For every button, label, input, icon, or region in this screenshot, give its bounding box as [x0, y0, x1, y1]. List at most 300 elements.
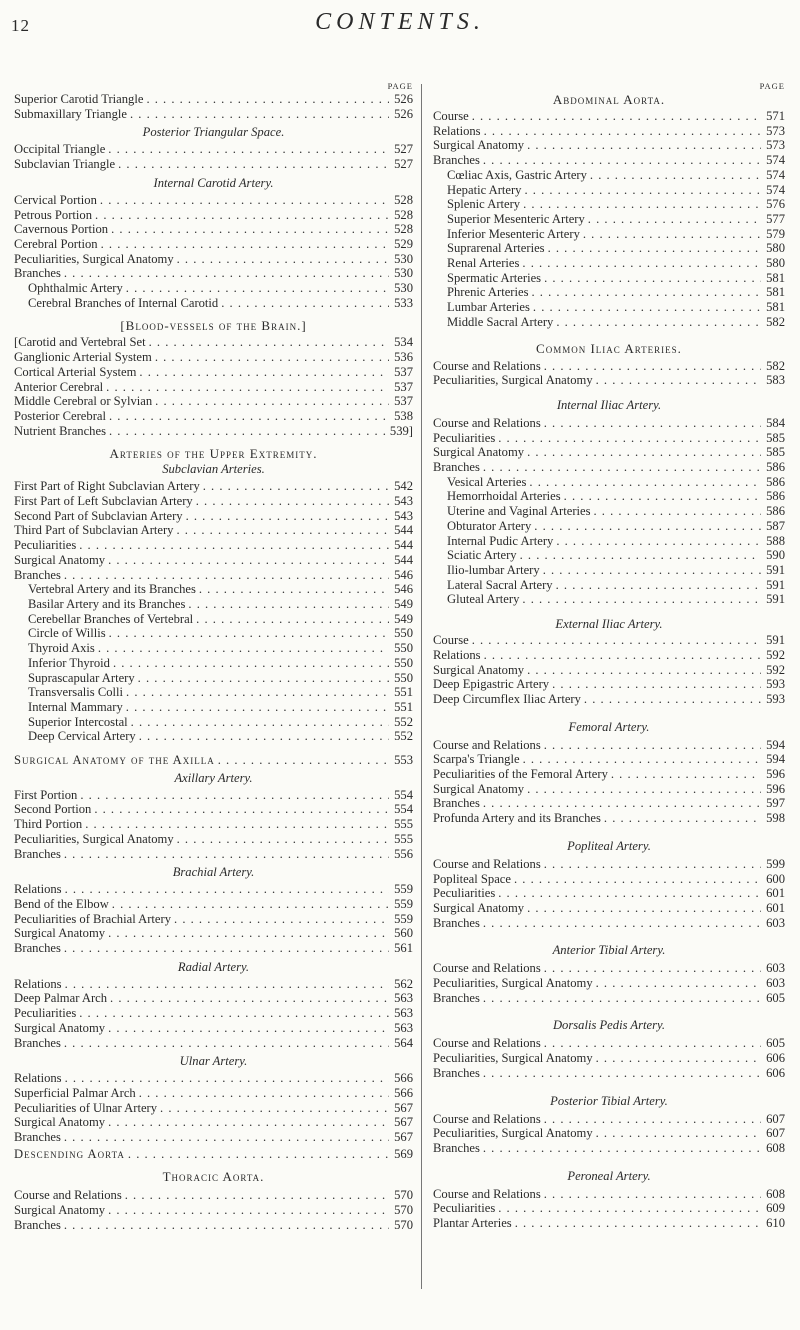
entry-page: 530	[394, 251, 413, 266]
entry-page: 554	[394, 787, 413, 802]
dot-leader	[596, 373, 761, 388]
dot-leader	[556, 315, 761, 330]
entry-title: Superior Mesenteric Artery	[447, 211, 585, 226]
entry-page: 591	[766, 592, 785, 607]
toc-entry	[14, 208, 413, 223]
dot-leader	[534, 519, 761, 534]
entry-page: 583	[766, 373, 785, 388]
dot-leader	[113, 656, 389, 671]
dot-leader	[472, 633, 761, 648]
entry-title: Third Portion	[14, 817, 83, 832]
contents-right-column	[433, 80, 785, 1231]
toc-entry	[14, 335, 413, 350]
toc-subentry	[433, 197, 785, 212]
entry-title: Branches	[433, 153, 480, 168]
running-title: CONTENTS.	[315, 9, 485, 35]
subsection-heading: Ulnar Artery.	[179, 1054, 248, 1069]
entry-title: Surgical Anatomy	[433, 138, 525, 153]
dot-leader	[544, 359, 761, 374]
dot-leader	[529, 475, 761, 490]
entry-page: 573	[766, 123, 785, 138]
dot-leader	[203, 479, 389, 494]
dot-leader	[552, 677, 761, 692]
entry-page: 537	[394, 394, 413, 409]
entry-page: 543	[394, 494, 413, 509]
entry-title: First Portion	[14, 787, 78, 802]
entry-page: 603	[766, 915, 785, 930]
entry-page: 586	[766, 460, 785, 475]
toc-entry	[433, 976, 785, 991]
entry-page: 567	[394, 1115, 413, 1130]
toc-entry	[14, 568, 413, 583]
entry-title: Branches	[14, 1217, 61, 1232]
toc-entry	[433, 886, 785, 901]
entry-page: 560	[394, 926, 413, 941]
dot-leader	[520, 548, 761, 563]
entry-page: 550	[394, 655, 413, 670]
entry-title: Anterior Cerebral	[14, 379, 104, 394]
toc-subentry	[14, 582, 413, 597]
subsection-heading: Dorsalis Pedis Artery.	[552, 1018, 666, 1033]
dot-leader	[174, 912, 389, 927]
entry-page: 593	[766, 677, 785, 692]
toc-subentry	[433, 285, 785, 300]
toc-entry	[433, 124, 785, 139]
toc-entry	[14, 977, 413, 992]
entry-title: Course and Relations	[433, 1036, 541, 1051]
entry-title: Cerebellar Branches of Vertebral	[28, 611, 194, 626]
dot-leader	[109, 409, 389, 424]
subsection-heading: Popliteal Artery.	[567, 838, 651, 853]
toc-subentry	[433, 578, 785, 593]
dot-leader	[118, 157, 389, 172]
toc-entry	[14, 1218, 413, 1233]
dot-leader	[108, 142, 389, 157]
dot-leader	[544, 857, 761, 872]
entry-title: Sciatic Artery	[447, 548, 517, 563]
entry-title: Ganglionic Arterial System	[14, 350, 152, 365]
dot-leader	[160, 1101, 389, 1116]
toc-entry	[14, 788, 413, 803]
entry-title: Relations	[14, 882, 62, 897]
dot-leader	[544, 1036, 761, 1051]
entry-page: 536	[394, 350, 413, 365]
entry-title: Inferior Thyroid	[28, 655, 110, 670]
entry-title: Peculiarities	[14, 1006, 77, 1021]
toc-entry	[14, 509, 413, 524]
dot-leader	[106, 380, 389, 395]
entry-title: Phrenic Arteries	[447, 285, 529, 300]
toc-subentry	[14, 281, 413, 296]
toc-entry	[433, 648, 785, 663]
entry-page: 546	[394, 567, 413, 582]
dot-leader	[498, 431, 761, 446]
toc-entry	[14, 1101, 413, 1116]
dot-leader	[109, 626, 389, 641]
entry-page: 562	[394, 976, 413, 991]
dot-leader	[483, 1066, 761, 1081]
entry-page: 592	[766, 662, 785, 677]
entry-title: Nutrient Branches	[14, 423, 106, 438]
entry-page: 537	[394, 379, 413, 394]
dot-leader	[564, 489, 761, 504]
toc-subentry	[433, 256, 785, 271]
entry-title: Obturator Artery	[447, 518, 532, 533]
entry-page: 526	[394, 92, 413, 106]
entry-title: Peculiarities	[433, 886, 496, 901]
toc-subentry	[433, 212, 785, 227]
toc-entry	[433, 782, 785, 797]
toc-entry	[14, 753, 413, 768]
toc-entry	[14, 252, 413, 267]
entry-title: Surgical Anatomy	[433, 781, 525, 796]
dot-leader	[544, 961, 761, 976]
entry-page: 605	[766, 990, 785, 1005]
left-entries	[14, 92, 413, 1233]
entry-page: 605	[766, 1036, 785, 1051]
entry-title: Peculiarities, Surgical Anatomy	[433, 1051, 593, 1066]
dot-leader	[80, 788, 389, 803]
entry-title: [Carotid and Vertebral Set	[14, 335, 146, 350]
toc-entry	[14, 832, 413, 847]
toc-entry	[433, 1112, 785, 1127]
dot-leader	[531, 285, 761, 300]
entry-page: 579	[766, 226, 785, 241]
entry-title: Peculiarities, Surgical Anatomy	[433, 373, 593, 388]
toc-subentry	[14, 626, 413, 641]
entry-title: Surgical Anatomy	[433, 900, 525, 915]
entry-page: 593	[766, 691, 785, 706]
entry-title: Subclavian Triangle	[14, 157, 116, 172]
dot-leader	[524, 183, 761, 198]
dot-leader	[139, 729, 389, 744]
toc-subentry	[433, 271, 785, 286]
dot-leader	[79, 1006, 389, 1021]
toc-entry	[14, 523, 413, 538]
entry-page: 567	[394, 1130, 413, 1145]
entry-page: 551	[394, 699, 413, 714]
dot-leader	[100, 193, 389, 208]
toc-entry	[14, 1130, 413, 1145]
entry-title: Branches	[433, 1065, 480, 1080]
toc-entry	[433, 138, 785, 153]
entry-title: Plantar Arteries	[433, 1216, 512, 1231]
dot-leader	[177, 252, 389, 267]
toc-entry	[433, 692, 785, 707]
dot-leader	[523, 752, 761, 767]
entry-title: Splenic Artery	[447, 197, 521, 212]
toc-entry	[433, 752, 785, 767]
toc-entry	[433, 901, 785, 916]
toc-entry	[14, 479, 413, 494]
dot-leader	[527, 782, 761, 797]
dot-leader	[65, 882, 389, 897]
entry-page: 570	[394, 1203, 413, 1218]
toc-entry	[433, 811, 785, 826]
entry-title: Hepatic Artery	[447, 182, 522, 197]
dot-leader	[472, 109, 761, 124]
entry-page: 601	[766, 900, 785, 915]
toc-entry	[433, 1051, 785, 1066]
dot-leader	[65, 1071, 389, 1086]
toc-entry	[14, 941, 413, 956]
entry-title: Suprarenal Arteries	[447, 241, 545, 256]
entry-page: 528	[394, 207, 413, 222]
entry-page: 539]	[389, 423, 413, 438]
toc-entry	[433, 767, 785, 782]
toc-subentry	[14, 685, 413, 700]
entry-title: First Part of Right Subclavian Artery	[14, 479, 200, 494]
toc-entry	[14, 1021, 413, 1036]
dot-leader	[79, 538, 389, 553]
entry-page: 586	[766, 504, 785, 519]
entry-page: 585	[766, 430, 785, 445]
dot-leader	[196, 612, 389, 627]
entry-page: 608	[766, 1186, 785, 1201]
entry-page: 601	[766, 886, 785, 901]
entry-page: 529	[394, 236, 413, 251]
entry-page: 552	[394, 729, 413, 744]
entry-page: 590	[766, 548, 785, 563]
toc-entry	[433, 796, 785, 811]
entry-page: 564	[394, 1035, 413, 1050]
dot-leader	[138, 671, 389, 686]
entry-page: 582	[766, 358, 785, 373]
dot-leader	[483, 460, 761, 475]
entry-title: Gluteal Artery	[447, 592, 520, 607]
entry-title: Submaxillary Triangle	[14, 106, 127, 121]
subsection-heading: Posterior Triangular Space.	[142, 125, 285, 140]
dot-leader	[556, 578, 761, 593]
entry-title: Uterine and Vaginal Arteries	[447, 504, 591, 519]
toc-entry	[14, 912, 413, 927]
dot-leader	[483, 991, 761, 1006]
dot-leader	[514, 872, 761, 887]
entry-page: 594	[766, 752, 785, 767]
dot-leader	[515, 1216, 761, 1231]
dot-leader	[484, 124, 761, 139]
page-number: 12	[11, 16, 30, 35]
toc-entry	[14, 1203, 413, 1218]
dot-leader	[125, 1188, 389, 1203]
entry-title: Course and Relations	[433, 737, 541, 752]
entry-title: Peculiarities of the Femoral Artery	[433, 767, 608, 782]
dot-leader	[544, 738, 761, 753]
entry-page: 588	[766, 533, 785, 548]
entry-page: 592	[766, 647, 785, 662]
toc-entry	[14, 991, 413, 1006]
entry-page: 567	[394, 1100, 413, 1115]
toc-subentry	[14, 656, 413, 671]
entry-page: 563	[394, 1006, 413, 1021]
dot-leader	[483, 916, 761, 931]
entry-title: Branches	[14, 941, 61, 956]
toc-entry	[14, 380, 413, 395]
toc-entry	[14, 193, 413, 208]
dot-leader	[527, 445, 761, 460]
dot-leader	[146, 92, 389, 107]
entry-title: Peculiarities	[14, 538, 77, 553]
entry-title: Course and Relations	[433, 961, 541, 976]
entry-title: First Part of Left Subclavian Artery	[14, 494, 193, 509]
dot-leader	[101, 237, 389, 252]
entry-page: 566	[394, 1071, 413, 1086]
entry-title: Peculiarities, Surgical Anatomy	[433, 976, 593, 991]
entry-page: 582	[766, 314, 785, 329]
toc-entry	[433, 1126, 785, 1141]
entry-page: 586	[766, 489, 785, 504]
entry-title: Transversalis Colli	[28, 685, 124, 700]
dot-leader	[523, 197, 761, 212]
entry-title: Branches	[433, 990, 480, 1005]
toc-entry	[433, 961, 785, 976]
toc-entry	[433, 373, 785, 388]
entry-page: 587	[766, 518, 785, 533]
toc-entry	[433, 109, 785, 124]
entry-title: Relations	[433, 123, 481, 138]
entry-title: Branches	[433, 915, 480, 930]
toc-entry	[14, 494, 413, 509]
entry-title: Lumbar Arteries	[447, 300, 530, 315]
entry-title: Superior Carotid Triangle	[14, 92, 144, 106]
dot-leader	[64, 1130, 389, 1145]
dot-leader	[149, 335, 389, 350]
dot-leader	[64, 941, 389, 956]
dot-leader	[484, 648, 761, 663]
dot-leader	[588, 212, 761, 227]
entry-title: Scarpa's Triangle	[433, 752, 520, 767]
dot-leader	[139, 1086, 389, 1101]
dot-leader	[590, 168, 761, 183]
entry-title: Course and Relations	[433, 856, 541, 871]
dot-leader	[544, 416, 761, 431]
entry-page: 574	[766, 153, 785, 168]
toc-subentry	[14, 296, 413, 311]
entry-page: 577	[766, 211, 785, 226]
column-divider	[421, 84, 422, 1289]
entry-page: 596	[766, 767, 785, 782]
toc-entry	[14, 1036, 413, 1051]
dot-leader	[584, 692, 761, 707]
entry-title: Course and Relations	[433, 1186, 541, 1201]
entry-page: 584	[766, 415, 785, 430]
toc-subentry	[433, 504, 785, 519]
entry-title: Bend of the Elbow	[14, 896, 109, 911]
entry-title: Surgical Anatomy	[14, 1115, 106, 1130]
dot-leader	[196, 494, 389, 509]
toc-entry	[14, 394, 413, 409]
entry-title: Surgical Anatomy of the Axilla	[14, 753, 215, 768]
entry-title: Course	[433, 109, 469, 123]
toc-entry	[433, 1187, 785, 1202]
entry-page: 533	[394, 295, 413, 310]
dot-leader	[544, 1187, 761, 1202]
entry-page: 586	[766, 474, 785, 489]
subsection-heading: Brachial Artery.	[172, 865, 255, 880]
entry-title: Profunda Artery and its Branches	[433, 811, 601, 826]
toc-entry	[433, 663, 785, 678]
toc-subentry	[433, 315, 785, 330]
entry-page: 563	[394, 1020, 413, 1035]
entry-title: Superior Intercostal	[28, 714, 128, 729]
dot-leader	[108, 1203, 389, 1218]
entry-title: Cortical Arterial System	[14, 364, 137, 379]
toc-subentry	[433, 519, 785, 534]
toc-entry	[433, 445, 785, 460]
entry-page: 544	[394, 538, 413, 553]
dot-leader	[596, 1051, 761, 1066]
entry-page: 552	[394, 714, 413, 729]
entry-page: 573	[766, 138, 785, 153]
toc-subentry	[14, 641, 413, 656]
entry-title: Peculiarities	[433, 430, 496, 445]
entry-title: Basilar Artery and its Branches	[28, 596, 186, 611]
dot-leader	[108, 553, 389, 568]
entry-title: Branches	[14, 266, 61, 281]
entry-title: Peculiarities, Surgical Anatomy	[14, 251, 174, 266]
entry-page: 596	[766, 781, 785, 796]
entry-page: 610	[766, 1216, 785, 1231]
entry-page: 527	[394, 142, 413, 157]
entry-title: Middle Cerebral or Sylvian	[14, 394, 153, 409]
entry-page: 607	[766, 1126, 785, 1141]
entry-title: Branches	[433, 796, 480, 811]
entry-title: Relations	[14, 976, 62, 991]
entry-title: Surgical Anatomy	[14, 1203, 106, 1218]
entry-title: Lateral Sacral Artery	[447, 577, 553, 592]
entry-page: 606	[766, 1065, 785, 1080]
subsection-heading: Posterior Tibial Artery.	[550, 1093, 668, 1108]
entry-title: Popliteal Space	[433, 871, 511, 886]
entry-title: Inferior Mesenteric Artery	[447, 226, 580, 241]
entry-title: Surgical Anatomy	[433, 662, 525, 677]
toc-entry	[433, 1216, 785, 1231]
toc-entry	[14, 365, 413, 380]
dot-leader	[548, 241, 761, 256]
toc-entry	[433, 872, 785, 887]
dot-leader	[498, 886, 761, 901]
entry-page: 599	[766, 856, 785, 871]
entry-title: Suprascapular Artery	[28, 670, 135, 685]
entry-title: Branches	[433, 460, 480, 475]
subsection-heading: Peroneal Artery.	[567, 1168, 651, 1183]
toc-entry	[14, 1188, 413, 1203]
entry-title: Relations	[14, 1071, 62, 1086]
dot-leader	[65, 977, 389, 992]
dot-leader	[126, 685, 389, 700]
entry-page: 543	[394, 508, 413, 523]
entry-title: Course	[433, 633, 469, 648]
toc-entry	[433, 1066, 785, 1081]
section-heading: [Blood-vessels of the Brain.]	[120, 318, 307, 334]
toc-subentry	[433, 548, 785, 563]
dot-leader	[604, 811, 761, 826]
entry-page: 554	[394, 802, 413, 817]
entry-page: 550	[394, 670, 413, 685]
toc-subentry	[433, 489, 785, 504]
toc-entry	[433, 431, 785, 446]
toc-subentry	[433, 183, 785, 198]
toc-entry	[433, 1141, 785, 1156]
toc-subentry	[14, 700, 413, 715]
entry-page: 538	[394, 408, 413, 423]
dot-leader	[64, 568, 389, 583]
subsection-heading: Internal Iliac Artery.	[556, 397, 662, 412]
toc-entry	[433, 738, 785, 753]
toc-subentry	[14, 597, 413, 612]
entry-title: Surgical Anatomy	[14, 552, 106, 567]
entry-page: 526	[394, 106, 413, 121]
